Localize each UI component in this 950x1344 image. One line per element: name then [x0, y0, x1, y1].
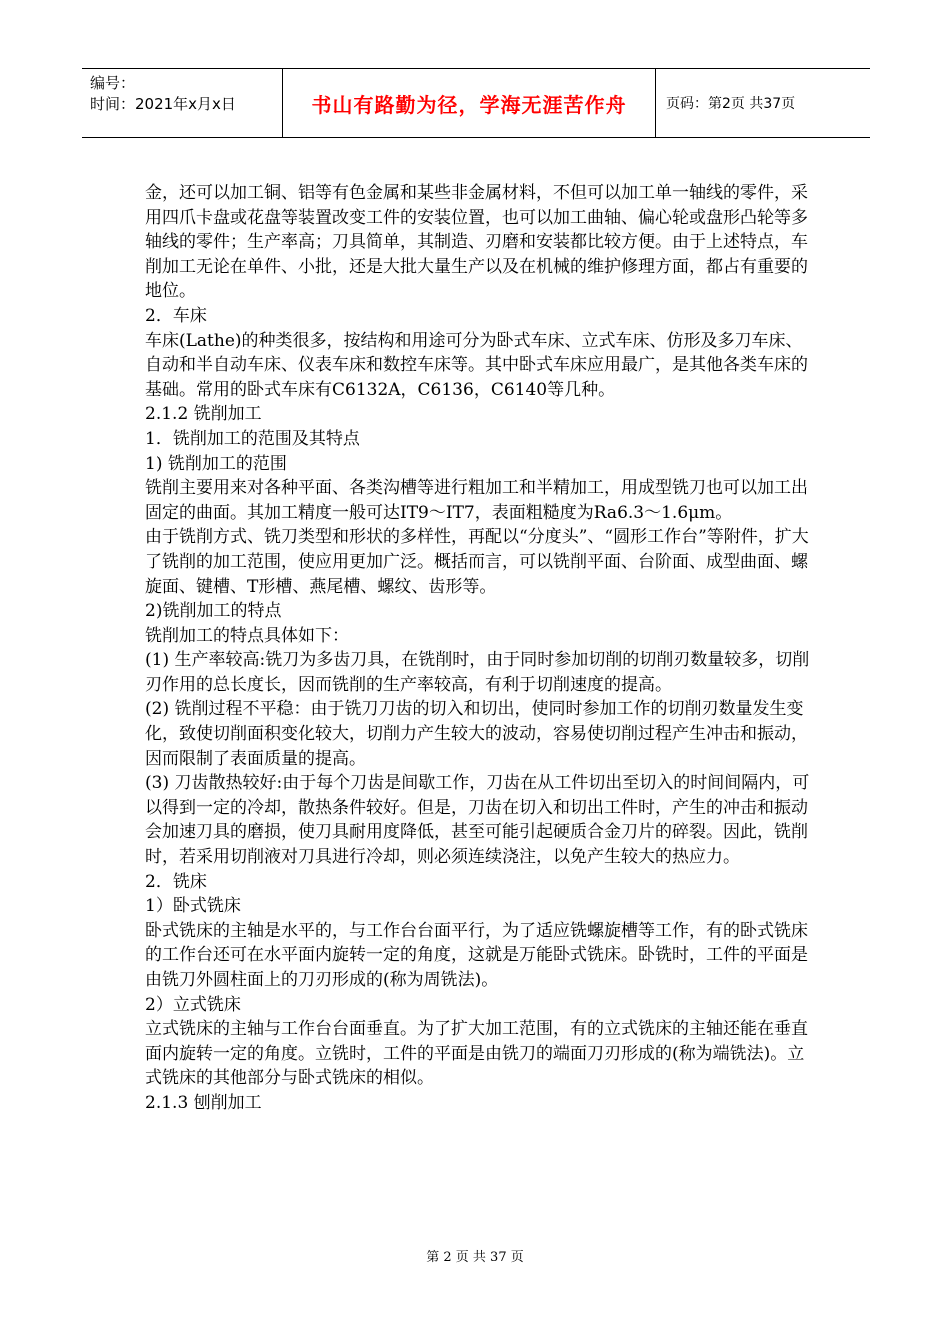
paragraph: 车床(Lathe)的种类很多，按结构和用途可分为卧式车床、立式车床、仿形及多刀车床、自动和半自动车床、仪表车床和数控车床等。其中卧式车床应用最广，是其他各类车床的基础。常用的卧式车床有C6132A，C6136，C6140等几种。: [145, 330, 808, 400]
paragraph: 立式铣床的主轴与工作台台面垂直。为了扩大加工范围，有的立式铣床的主轴还能在垂直面内旋转一定的角度。立铣时，工件的平面是由铣刀的端面刀刃形成的(称为端铣法)。立式铣床的其他部分与卧式铣床的相似。: [145, 1019, 808, 1089]
header-page-info: 页码：第2页 共37页: [666, 96, 796, 112]
header-meta: [82, 69, 282, 137]
section-heading: 1) 铣削加工的范围: [145, 453, 287, 474]
list-item: (2) 铣削过程不平稳：由于铣刀刀齿的切入和切出，使同时参加工作的切削刃数量发生变化，致使切削面积变化较大，切削力产生较大的波动，容易使切削过程产生冲击和振动，因而限制了表面质量的提高。: [145, 699, 808, 769]
document-number-label: 编号：: [90, 74, 136, 92]
paragraph: 铣削加工的特点具体如下：: [145, 625, 349, 646]
header-motto-cell: [282, 69, 656, 137]
list-item: (1) 生产率较高:铣刀为多齿刀具，在铣削时，由于同时参加切削的切削刃数量较多，切削刃作用的总长度长，因而铣削的生产率较高，有利于切削速度的提高。: [145, 650, 810, 695]
header-page-info-cell: [656, 69, 870, 137]
section-heading: 1．铣削加工的范围及其特点: [145, 428, 360, 449]
section-heading: 2）立式铣床: [145, 994, 241, 1015]
section-heading: 1）卧式铣床: [145, 896, 241, 917]
page-footer: [0, 1246, 950, 1265]
document-time-label: 时间：2021年x月x日: [90, 95, 236, 113]
footer-page-number: 第 2 页 共 37 页: [426, 1250, 524, 1265]
paragraph: 卧式铣床的主轴是水平的，与工作台台面平行，为了适应铣螺旋槽等工作，有的卧式铣床的工作台还可在水平面内旋转一定的角度，这就是万能卧式铣床。卧铣时，工件的平面是由铣刀外圆柱面上的刀刃形成的(称为周铣法)。: [145, 920, 808, 990]
paragraph: 金，还可以加工铜、铝等有色金属和某些非金属材料，不但可以加工单一轴线的零件，采用四爪卡盘或花盘等装置改变工件的安装位置，也可以加工曲轴、偏心轮或盘形凸轮等多轴线的零件；生产率高；刀具简单，其制造、刃磨和安装都比较方便。由于上述特点，车削加工无论在单件、小批，还是大批大量生产以及在机械的维护修理方面，都占有重要的地位。: [145, 183, 808, 302]
section-heading: 2.1.3 刨削加工: [145, 1092, 262, 1113]
section-heading: 2)铣削加工的特点: [145, 601, 282, 622]
page-header: [82, 68, 870, 138]
section-heading: 2．车床: [145, 305, 207, 326]
paragraph: 由于铣削方式、铣刀类型和形状的多样性，再配以“分度头”、“圆形工作台”等附件，扩大了铣削的加工范围，使应用更加广泛。概括而言，可以铣削平面、台阶面、成型曲面、螺旋面、键槽、T形槽、燕尾槽、螺纹、齿形等。: [145, 527, 809, 597]
header-motto: 书山有路勤为径，学海无涯苦作舟: [311, 92, 627, 117]
section-heading: 2.1.2 铣削加工: [145, 404, 262, 425]
document-body: [145, 181, 810, 1116]
section-heading: 2．铣床: [145, 871, 207, 892]
list-item: (3) 刀齿散热较好:由于每个刀齿是间歇工作，刀齿在从工件切出至切入的时间间隔内，可以得到一定的冷却，散热条件较好。但是，刀齿在切入和切出工件时，产生的冲击和振动会加速刀具的磨损，使刀具耐用度降低，甚至可能引起硬质合金刀片的碎裂。因此，铣削时，若采用切削液对刀具进行冷却，则必须连续浇注，以免产生较大的热应力。: [145, 773, 810, 868]
paragraph: 铣削主要用来对各种平面、各类沟槽等进行粗加工和半精加工，用成型铣刀也可以加工出固定的曲面。其加工精度一般可达IT9～IT7，表面粗糙度为Ra6.3～1.6μm。: [145, 478, 808, 523]
